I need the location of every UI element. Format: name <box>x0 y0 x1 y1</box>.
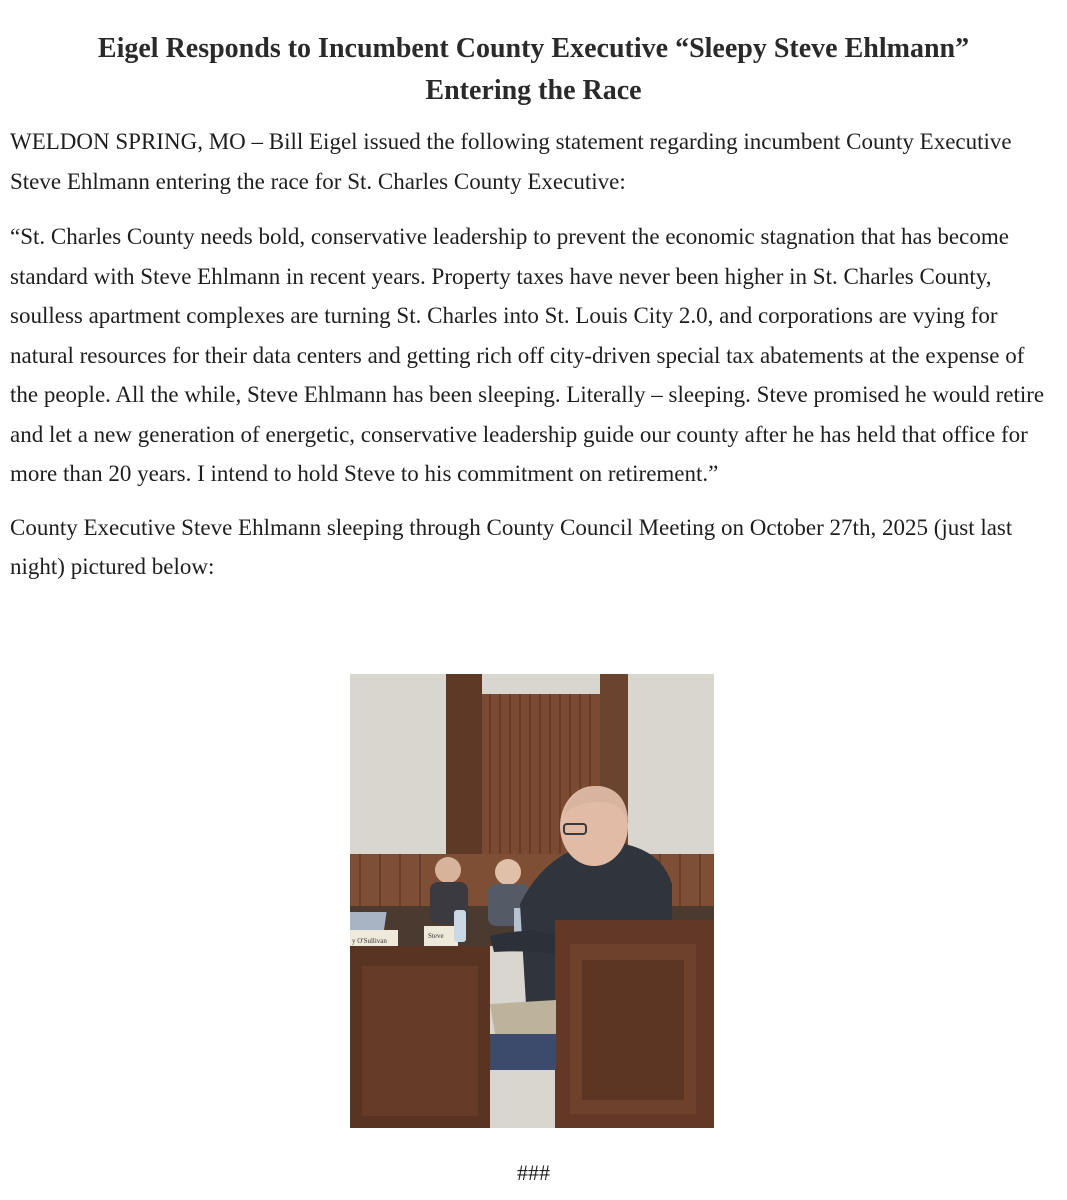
council-meeting-photo <box>350 674 714 1128</box>
quote-paragraph: “St. Charles County needs bold, conservative leadership to prevent the economic stagnation that has become standard with Steve Ehlmann in recent years. Property taxes have never been higher in St. Charles County, soulless apartment complexes are turning St. Charles into St. Louis City 2.0, and corporations are vying for natural resources for their data centers and getting rich off city-driven special tax abatements at the expense of the people. All the while, Steve Ehlmann has been sleeping. Literally – sleeping. Steve promised he would retire and let a new generation of energetic, conservative leadership guide our county after he has held that office for more than 20 years. I intend to hold Steve to his commitment on retirement.” <box>10 224 1045 486</box>
end-of-release-mark: ### <box>517 1160 550 1185</box>
title-line-1: Eigel Responds to Incumbent County Executive “Sleepy Steve Ehlmann” <box>97 33 970 64</box>
page-title <box>10 28 1057 112</box>
nameplate-left-text: y O'Sullivan <box>352 937 387 945</box>
caption-paragraph: County Executive Steve Ehlmann sleeping through County Council Meeting on October 27th, 2025 (just last night) pictured below: <box>10 514 1013 579</box>
title-line-2: Entering the Race <box>425 75 642 106</box>
nameplate-right-text: Steve <box>428 932 444 940</box>
intro-paragraph: WELDON SPRING, MO – Bill Eigel issued the following statement regarding incumbent County Executive Steve Ehlmann entering the race for St. Charles County Executive: <box>10 129 1012 194</box>
